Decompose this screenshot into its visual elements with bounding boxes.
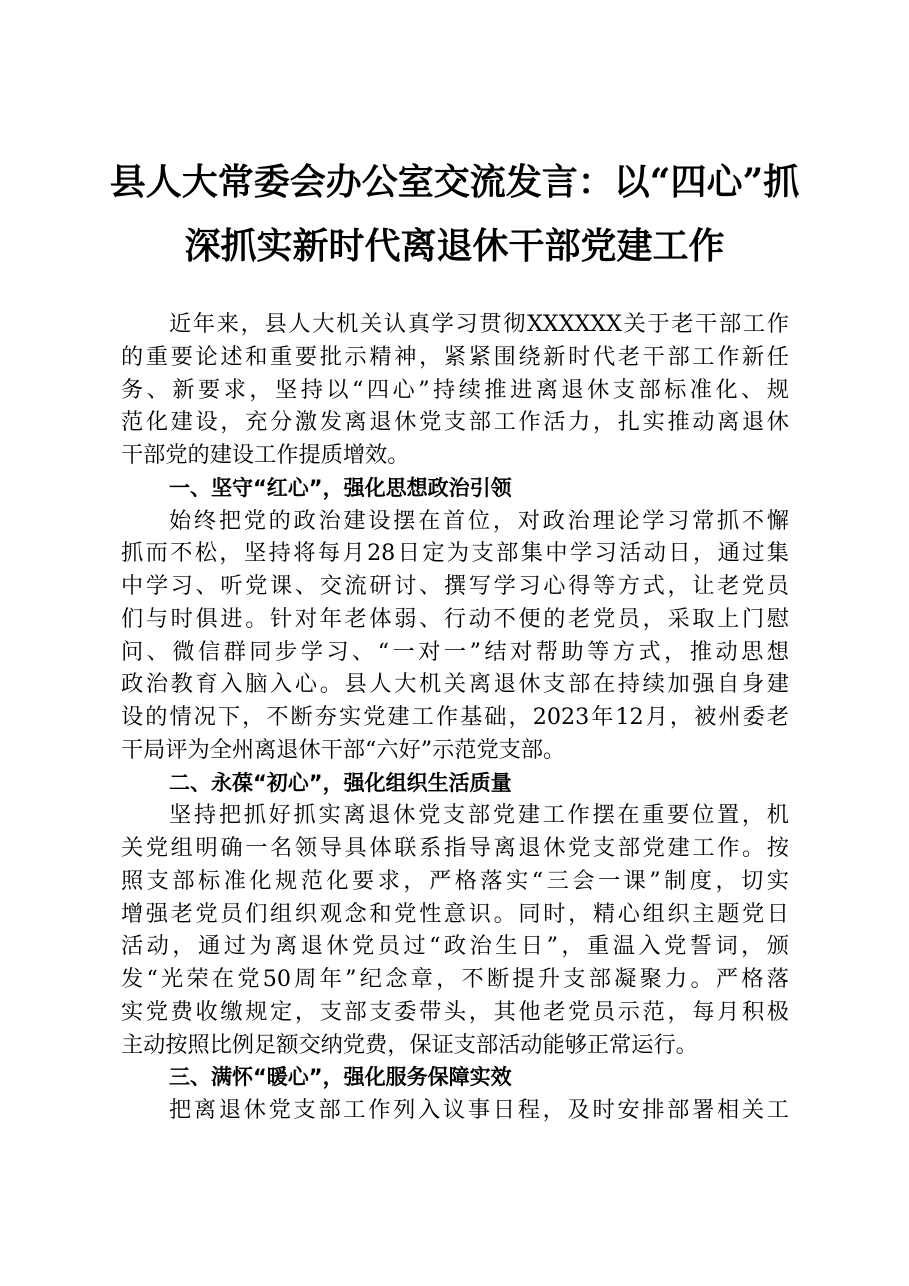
intro-paragraph-line: 范化建设，充分激发离退休党支部工作活力，扎实推动离退休 bbox=[121, 409, 789, 436]
section-1-paragraph-line: 们与时俱进。针对年老体弱、行动不便的老党员，采取上门慰 bbox=[121, 605, 789, 632]
section-2-paragraph-line: 主动按照比例足额交纳党费，保证支部活动能够正常运行。 bbox=[121, 1031, 698, 1058]
document-body bbox=[121, 308, 789, 1127]
section-2-paragraph-line: 增强老党员们组织观念和党性意识。同时，精心组织主题党日 bbox=[121, 900, 789, 927]
section-2-paragraph-line: 照支部标准化规范化要求，严格落实“三会一课”制度，切实 bbox=[121, 867, 789, 894]
document-title-line-2: 深抓实新时代离退休干部党建工作 bbox=[184, 225, 725, 267]
section-1-paragraph-line: 干局评为全州离退休干部“六好”示范党支部。 bbox=[121, 736, 566, 763]
section-1-paragraph-line: 政治教育入脑入心。县人大机关离退休支部在持续加强自身建 bbox=[121, 671, 789, 698]
section-2-paragraph-line: 实党费收缴规定，支部支委带头，其他老党员示范，每月积极 bbox=[121, 998, 789, 1025]
section-heading-3: 三、满怀“暖心”，强化服务保障实效 bbox=[169, 1065, 512, 1090]
document-title-line-1: 县人大常委会办公室交流发言：以“四心”抓 bbox=[109, 161, 800, 203]
section-heading-2: 二、永葆“初心”，强化组织生活质量 bbox=[169, 770, 512, 795]
section-1-paragraph-line: 始终把党的政治建设摆在首位，对政治理论学习常抓不懈 bbox=[169, 507, 789, 534]
section-2-paragraph-line: 关党组明确一名领导具体联系指导离退休党支部党建工作。按 bbox=[121, 835, 789, 861]
section-1-paragraph-line: 中学习、听党课、交流研讨、撰写学习心得等方式，让老党员 bbox=[121, 573, 789, 599]
section-2-paragraph-line: 坚持把抓好抓实离退休党支部党建工作摆在重要位置，机 bbox=[169, 802, 789, 829]
intro-paragraph-line: 务、新要求，坚持以“四心”持续推进离退休支部标准化、规 bbox=[121, 376, 789, 403]
intro-paragraph-line: 干部党的建设工作提质增效。 bbox=[121, 442, 410, 468]
section-1-paragraph-line: 问、微信群同步学习、“一对一”结对帮助等方式，推动思想 bbox=[121, 638, 789, 665]
section-1-paragraph-line: 抓而不松，坚持将每月28日定为支部集中学习活动日，通过集 bbox=[121, 540, 789, 567]
intro-paragraph-line: 的重要论述和重要批示精神，紧紧围绕新时代老干部工作新任 bbox=[121, 343, 789, 370]
section-1-paragraph-line: 设的情况下，不断夯实党建工作基础，2023年12月，被州委老 bbox=[121, 704, 789, 730]
intro-paragraph-line: 近年来，县人大机关认真学习贯彻XXXXXX关于老干部工作 bbox=[169, 311, 789, 337]
section-2-paragraph-line: 活动，通过为离退休党员过“政治生日”，重温入党誓词，颁 bbox=[121, 933, 789, 960]
section-3-paragraph-line: 把离退休党支部工作列入议事日程，及时安排部署相关工 bbox=[169, 1097, 789, 1123]
section-2-paragraph-line: 发“光荣在党50周年”纪念章，不断提升支部凝聚力。严格落 bbox=[121, 966, 789, 992]
section-heading-1: 一、坚守“红心”，强化思想政治引领 bbox=[169, 475, 512, 500]
